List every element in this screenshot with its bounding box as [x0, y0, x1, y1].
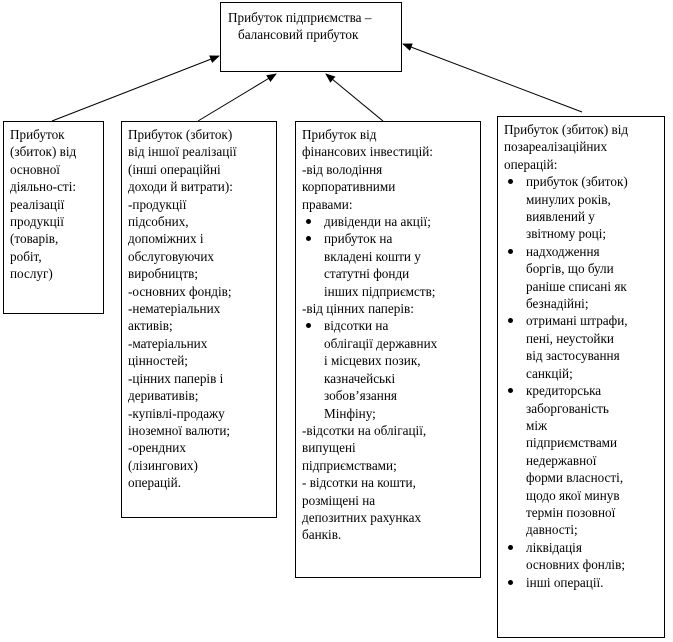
- bullet-item: [504, 312, 658, 382]
- text-line: банків.: [302, 527, 342, 543]
- text-line: між: [526, 417, 548, 433]
- text-line: (товарів,: [10, 231, 59, 247]
- text-line: послуг): [10, 266, 53, 282]
- text-line: (лізингових): [128, 457, 198, 473]
- arrow-box3-to-root: [326, 74, 383, 121]
- bullet-item: [504, 382, 658, 539]
- text-line: основної: [10, 161, 60, 177]
- text-line: позареалізаційних: [504, 139, 608, 155]
- text-line: -основних фондів;: [128, 283, 232, 299]
- arrow-box1-to-root: [52, 56, 219, 121]
- root-node-balance-profit: [220, 2, 402, 72]
- text-line: Прибуток від: [302, 127, 377, 142]
- root-line-1: Прибуток підприємства –: [228, 10, 372, 25]
- text-line: отримані штрафи,: [526, 313, 628, 329]
- text-line: операцій:: [504, 156, 558, 172]
- text-line: ліквідація: [526, 539, 582, 555]
- text-line: зобов’язання: [324, 388, 397, 404]
- text-line: -купівлі-продажу: [128, 405, 225, 421]
- text-line: кредиторська: [526, 383, 602, 399]
- text-line: правами:: [302, 196, 353, 212]
- text-line: санкцій;: [526, 365, 573, 381]
- text-line: недержавної: [526, 452, 597, 468]
- text-line: раніше списані як: [526, 278, 627, 294]
- text-line: -цінних паперів і: [128, 370, 224, 386]
- text-line: розміщені на: [302, 492, 376, 508]
- text-line: термін позовної: [526, 504, 616, 520]
- text-line: прибуток на: [324, 231, 393, 247]
- text-line: -від володіння: [302, 161, 383, 177]
- text-line: облігації державних: [324, 335, 438, 351]
- node-other-sales-profit: [121, 121, 277, 518]
- text-line: іноземної валюти;: [128, 422, 231, 438]
- text-line: робіт,: [10, 248, 42, 264]
- text-line: -від цінних паперів:: [302, 301, 414, 317]
- text-line: -відсотки на облігації,: [302, 422, 427, 438]
- text-line: надходження: [526, 243, 600, 259]
- text-line: щодо якої минув: [526, 487, 620, 503]
- text-line: (інші операційні: [128, 161, 221, 177]
- text-line: від іншої реалізації: [128, 144, 237, 160]
- text-line: форми власності,: [526, 470, 624, 486]
- text-line: боргів, що були: [526, 261, 614, 277]
- text-line: діяльно-сті:: [10, 179, 77, 195]
- text-line: -матеріальних: [128, 335, 208, 351]
- text-line: інші операції.: [526, 574, 604, 590]
- text-line: випущені: [302, 440, 356, 456]
- text-line: деривативів;: [128, 388, 199, 404]
- text-line: виявлений у: [526, 209, 595, 225]
- text-line: - відсотки на кошти,: [302, 475, 416, 491]
- node-financial-investments-profit: [295, 121, 481, 578]
- text-line: статутні фонди: [324, 266, 410, 282]
- text-line: Мінфіну;: [324, 405, 376, 421]
- text-line: заборгованість: [526, 400, 609, 416]
- text-line: основних фонлів;: [526, 557, 625, 573]
- text-line: цінностей;: [128, 353, 188, 369]
- text-line: активів;: [128, 318, 173, 334]
- text-line: пені, неустойки: [526, 330, 614, 346]
- text-line: дивіденди на акції;: [324, 214, 431, 230]
- text-line: доходи й витрати):: [128, 179, 233, 195]
- text-line: минулих років,: [526, 191, 611, 207]
- text-line: казначейські: [324, 370, 396, 386]
- bullet-item: [504, 574, 658, 591]
- text-line: прибуток (збиток): [526, 174, 628, 190]
- text-line: обслуговуючих: [128, 248, 215, 264]
- text-line: продукції: [10, 214, 64, 230]
- text-line: підсобних,: [128, 214, 189, 230]
- text-line: підприємствами: [526, 435, 618, 451]
- arrow-box2-to-root: [198, 74, 276, 121]
- bullet-item: [302, 230, 474, 300]
- node-main-activity-profit: [3, 121, 104, 314]
- root-line-2: балансовий прибуток: [238, 27, 359, 43]
- arrow-box4-to-root: [403, 44, 582, 112]
- text-line: підприємствами;: [302, 457, 397, 473]
- text-line: корпоративними: [302, 179, 396, 195]
- bullet-item: [302, 317, 474, 421]
- text-line: інших підприємств;: [324, 283, 436, 299]
- text-line: виробництв;: [128, 266, 199, 282]
- text-line: -продукції: [128, 196, 187, 212]
- text-line: давності;: [526, 522, 578, 538]
- text-line: відсотки на: [324, 318, 389, 334]
- bullet-item: [302, 213, 474, 230]
- bullet-item: [504, 173, 658, 243]
- text-line: -орендних: [128, 440, 186, 456]
- text-line: звітному році;: [526, 226, 607, 242]
- text-line: і місцевих позик,: [324, 353, 421, 369]
- text-line: фінансових інвестицій:: [302, 144, 433, 160]
- text-line: вкладені кошти у: [324, 248, 421, 264]
- text-line: безнадійні;: [526, 296, 589, 312]
- text-line: Прибуток: [10, 127, 65, 142]
- text-line: депозитних рахунках: [302, 509, 422, 525]
- text-line: від застосування: [526, 348, 620, 364]
- text-line: операцій.: [128, 475, 182, 491]
- text-line: Прибуток (збиток): [128, 127, 233, 142]
- text-line: реалізації: [10, 196, 65, 212]
- text-line: (збиток) від: [10, 144, 77, 160]
- text-line: Прибуток (збиток) від: [504, 122, 629, 137]
- bullet-item: [504, 243, 658, 313]
- node-non-sales-operations-profit: [497, 116, 665, 638]
- text-line: допоміжних і: [128, 231, 204, 247]
- text-line: -нематеріальних: [128, 301, 221, 317]
- bullet-item: [504, 539, 658, 574]
